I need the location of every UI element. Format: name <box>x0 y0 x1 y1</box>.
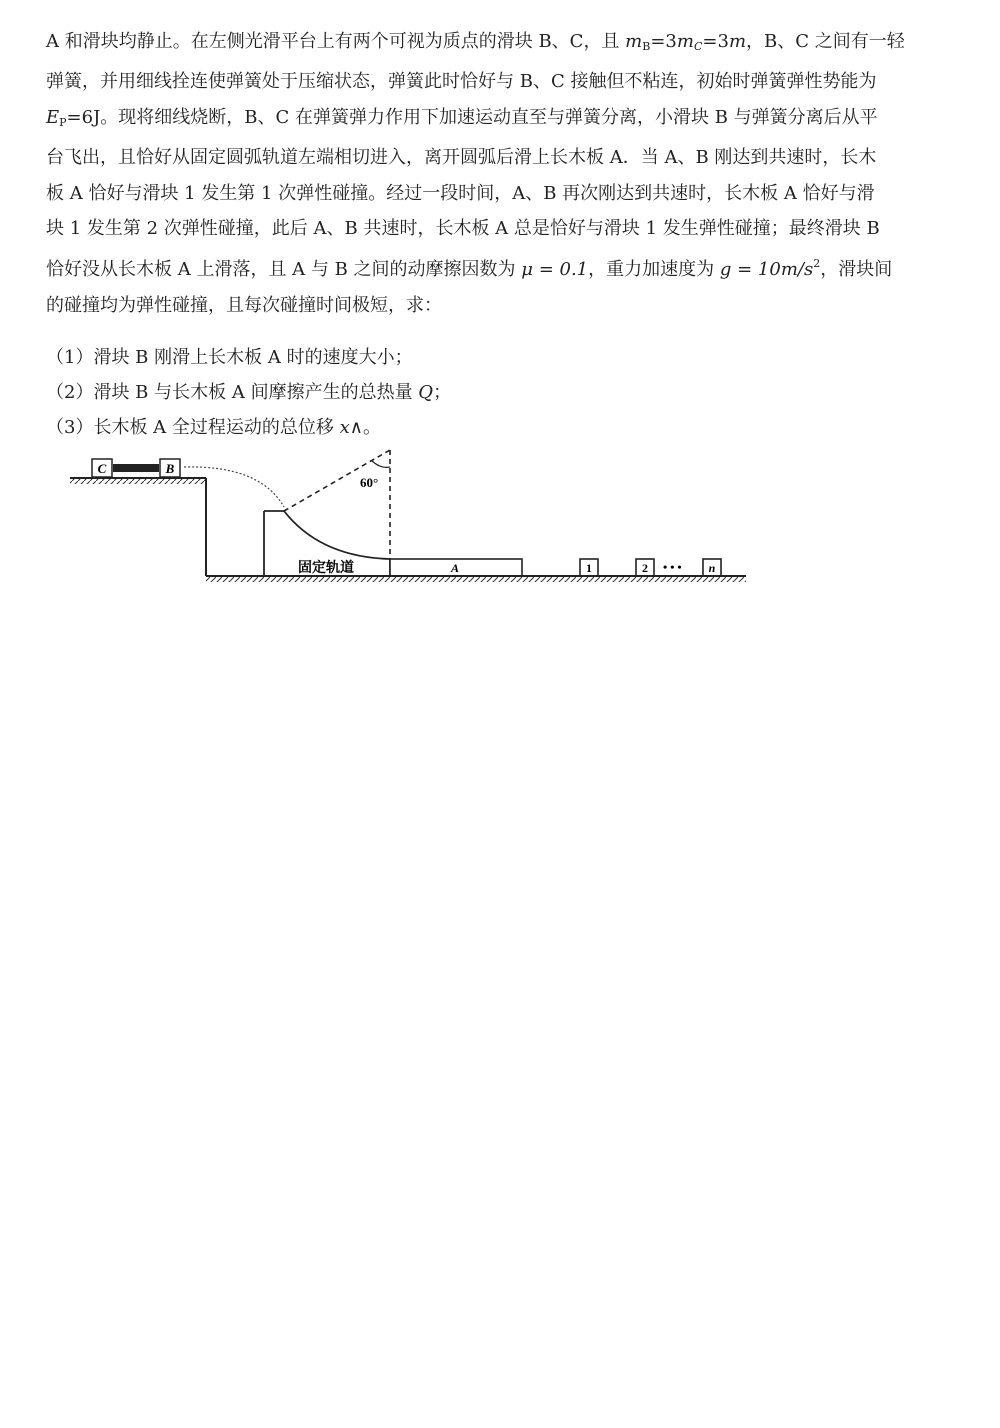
question-list <box>46 340 952 445</box>
question-2: （2）滑块 B 与长木板 A 间摩擦产生的总热量 Q； <box>46 382 452 403</box>
angle-arc <box>372 461 390 467</box>
label-a: A <box>451 561 460 575</box>
physics-diagram <box>60 445 760 590</box>
problem-line-7: 恰好没从长木板 A 上滑落，且 A 与 B 之间的动摩擦因数为 μ = 0.1，重力加速度为 $g = 10m/s^2$，滑块间 <box>46 257 893 281</box>
svg-text:2: 2 <box>642 561 648 575</box>
label-c: C <box>97 461 107 476</box>
block-b <box>160 459 180 477</box>
problem-line-1: A 和滑块均静止。在左侧光滑平台上有两个可视为质点的滑块 B、C，且 $m_B=3m_C=3m$，B、C 之间有一轻 <box>46 31 905 53</box>
block-2 <box>636 559 654 576</box>
ground <box>206 576 746 582</box>
ellipsis-dots: • • • <box>663 560 682 574</box>
question-3: （3）长木板 A 全过程运动的总位移 x∧。 <box>46 417 381 438</box>
track-label: 固定轨道 <box>298 561 354 576</box>
svg-text:n: n <box>708 561 716 575</box>
label-b: B <box>165 461 175 476</box>
spring <box>113 464 159 472</box>
problem-line-6: 块 1 发生第 2 次弹性碰撞，此后 A、B 共速时，长木板 A 总是恰好与滑块 1 发生弹性碰撞；最终滑块 B <box>46 218 880 240</box>
question-1: （1）滑块 B 刚滑上长木板 A 时的速度大小； <box>46 347 413 368</box>
fixed-track <box>264 511 390 576</box>
problem-line-5: 板 A 恰好与滑块 1 发生第 1 次弹性碰撞。经过一段时间，A、B 再次刚达到共速时，长木板 A 恰好与滑 <box>46 182 875 204</box>
block-c <box>92 459 112 477</box>
projectile-path <box>184 467 284 507</box>
problem-line-4: 台飞出，且恰好从固定圆弧轨道左端相切进入，离开圆弧后滑上长木板 A．当 A、B 刚达到共速时，长木 <box>46 147 877 169</box>
problem-line-8: 的碰撞均为弹性碰撞，且每次碰撞时间极短，求： <box>46 294 442 316</box>
block-n <box>703 559 721 576</box>
left-platform <box>70 478 206 576</box>
svg-text:1: 1 <box>586 561 592 575</box>
angle-label: 60° <box>360 475 379 490</box>
block-1 <box>580 559 598 576</box>
board-a <box>390 559 522 576</box>
problem-text <box>46 24 952 323</box>
problem-line-3: $E_P=6J$。现将细线烧断，B、C 在弹簧弹力作用下加速运动直至与弹簧分离，小滑块 B 与弹簧分离后从平 <box>46 106 878 129</box>
problem-line-2: 弹簧，并用细线拴连使弹簧处于压缩状态，弹簧此时恰好与 B、C 接触但不粘连，初始时弹簧弹性势能为 <box>46 71 877 93</box>
